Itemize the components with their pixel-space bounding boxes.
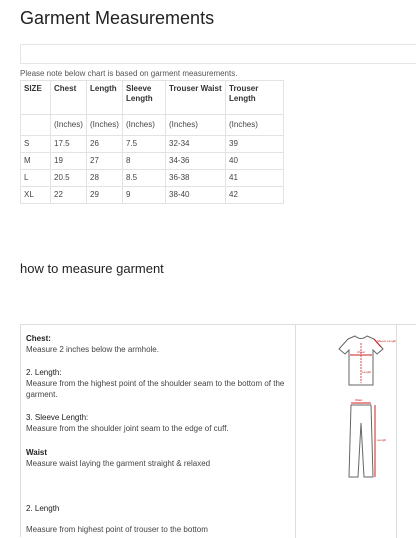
trouser-length-label: Length — [377, 438, 387, 442]
header-cell-chest: Chest — [51, 81, 87, 115]
trouser-measure-figure — [333, 397, 389, 481]
instruction-heading: 2. Length — [26, 504, 60, 513]
instruction-text: Measure 2 inches below the armhole. — [26, 345, 159, 354]
table-cell: 38-40 — [166, 187, 226, 204]
table-cell: 41 — [226, 170, 284, 187]
header-cell-trouser-length: Trouser Length — [226, 81, 284, 115]
unit-cell — [21, 115, 51, 136]
table-row — [21, 170, 284, 187]
unit-cell: (Inches) — [87, 115, 123, 136]
column-divider — [295, 325, 296, 538]
instruction-length — [26, 367, 291, 400]
instruction-text: Measure from the shoulder joint seam to the edge of cuff. — [26, 424, 229, 433]
table-cell: 7.5 — [123, 136, 166, 153]
header-cell-sleeve-length: Sleeve Length — [123, 81, 166, 115]
how-to-measure-box — [20, 324, 416, 537]
instruction-heading: 3. Sleeve Length: — [26, 413, 89, 422]
length-label: Length — [362, 370, 372, 374]
table-cell: 22 — [51, 187, 87, 204]
table-cell: XL — [21, 187, 51, 204]
table-cell: 40 — [226, 153, 284, 170]
table-cell: 39 — [226, 136, 284, 153]
table-cell: 26 — [87, 136, 123, 153]
sleeve-label: Sleeve Length — [377, 339, 397, 343]
table-row — [21, 153, 284, 170]
instruction-text: Measure waist laying the garment straight & relaxed — [26, 459, 211, 468]
table-cell: 19 — [51, 153, 87, 170]
table-row — [21, 136, 284, 153]
page-title: Garment Measurements — [20, 8, 215, 28]
table-cell: 20.5 — [51, 170, 87, 187]
instruction-chest — [26, 333, 291, 355]
table-cell: 42 — [226, 187, 284, 204]
header-cell-size: SIZE — [21, 81, 51, 115]
unit-cell: (Inches) — [123, 115, 166, 136]
table-cell: 34-36 — [166, 153, 226, 170]
table-units-row — [21, 115, 284, 136]
table-cell: M — [21, 153, 51, 170]
table-cell: 8.5 — [123, 170, 166, 187]
instruction-sleeve-length — [26, 412, 291, 434]
table-cell: L — [21, 170, 51, 187]
instruction-heading: Chest: — [26, 334, 51, 343]
table-cell: 9 — [123, 187, 166, 204]
waist-label: Waist — [355, 398, 363, 402]
table-cell: 29 — [87, 187, 123, 204]
size-chart-note: Please note below chart is based on garment measurements. — [20, 69, 238, 78]
instruction-text: Measure from highest point of trouser to the bottom — [26, 525, 208, 534]
chest-label: Chest — [357, 350, 365, 354]
header-cell-trouser-waist: Trouser Waist — [166, 81, 226, 115]
table-cell: 32-34 — [166, 136, 226, 153]
column-divider — [396, 325, 397, 538]
size-chart-table — [20, 80, 284, 204]
table-cell: 27 — [87, 153, 123, 170]
table-header-row — [21, 81, 284, 115]
table-row — [21, 187, 284, 204]
table-cell: 36-38 — [166, 170, 226, 187]
instruction-heading: 2. Length: — [26, 368, 62, 377]
unit-cell: (Inches) — [51, 115, 87, 136]
instruction-text: Measure from the highest point of the shoulder seam to the bottom of the garment. — [26, 379, 285, 399]
unit-cell: (Inches) — [166, 115, 226, 136]
table-cell: S — [21, 136, 51, 153]
how-to-measure-title: how to measure garment — [20, 261, 164, 276]
tshirt-measure-figure — [333, 333, 397, 389]
table-cell: 28 — [87, 170, 123, 187]
header-divider-box — [20, 44, 416, 64]
unit-cell: (Inches) — [226, 115, 284, 136]
header-cell-length: Length — [87, 81, 123, 115]
instruction-waist — [26, 447, 291, 469]
instruction-heading: Waist — [26, 448, 48, 457]
table-cell: 8 — [123, 153, 166, 170]
instruction-trouser-length — [26, 503, 291, 535]
table-cell: 17.5 — [51, 136, 87, 153]
trouser-outline — [349, 405, 373, 477]
